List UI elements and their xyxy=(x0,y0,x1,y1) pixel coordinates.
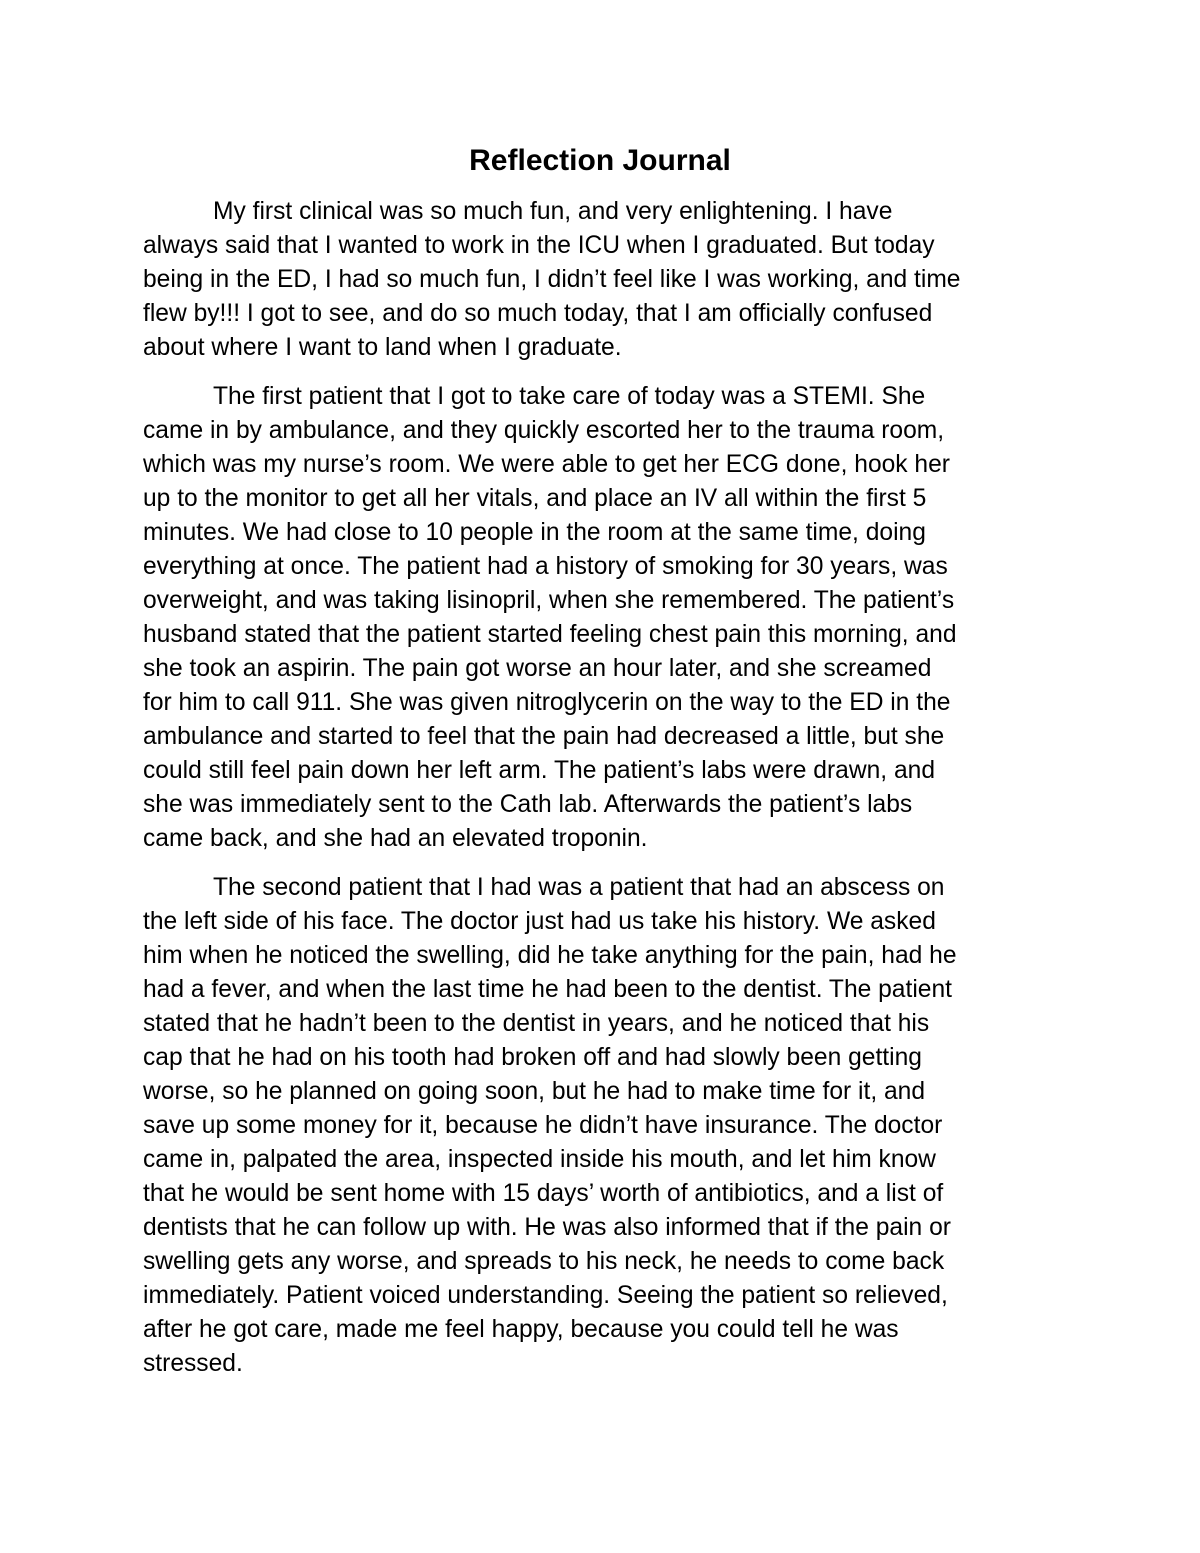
paragraph xyxy=(143,380,1063,856)
document-body xyxy=(143,195,1063,1396)
text-line: that he would be sent home with 15 days’ worth of antibiotics, and a list of xyxy=(143,1180,944,1207)
text-line: being in the ED, I had so much fun, I didn’t feel like I was working, and time xyxy=(143,266,961,293)
text-line: up to the monitor to get all her vitals, and place an IV all within the first 5 xyxy=(143,485,927,512)
text-line: save up some money for it, because he didn’t have insurance. The doctor xyxy=(143,1112,943,1139)
page-title: Reflection Journal xyxy=(469,144,731,177)
text-line: ambulance and started to feel that the pain had decreased a little, but she xyxy=(143,723,945,750)
text-line: everything at once. The patient had a history of smoking for 30 years, was xyxy=(143,553,948,580)
text-line: came in, palpated the area, inspected inside his mouth, and let him know xyxy=(143,1146,936,1173)
text-line: came in by ambulance, and they quickly escorted her to the trauma room, xyxy=(143,417,945,444)
text-line: always said that I wanted to work in the ICU when I graduated. But today xyxy=(143,232,935,259)
text-line: husband stated that the patient started feeling chest pain this morning, and xyxy=(143,621,957,648)
text-line: overweight, and was taking lisinopril, when she remembered. The patient’s xyxy=(143,587,955,614)
text-line: swelling gets any worse, and spreads to his neck, he needs to come back xyxy=(143,1248,945,1275)
text-line: worse, so he planned on going soon, but he had to make time for it, and xyxy=(143,1078,926,1105)
text-line: him when he noticed the swelling, did he take anything for the pain, had he xyxy=(143,942,957,969)
text-line: she took an aspirin. The pain got worse an hour later, and she screamed xyxy=(143,655,932,682)
paragraph xyxy=(143,871,1063,1381)
text-line: stressed. xyxy=(143,1350,243,1377)
text-line: minutes. We had close to 10 people in the room at the same time, doing xyxy=(143,519,926,546)
text-line: The first patient that I got to take care of today was a STEMI. She xyxy=(213,383,926,410)
text-line: came back, and she had an elevated troponin. xyxy=(143,825,648,852)
text-line: flew by!!! I got to see, and do so much today, that I am officially confused xyxy=(143,300,933,327)
text-line: which was my nurse’s room. We were able to get her ECG done, hook her xyxy=(143,451,950,478)
text-line: immediately. Patient voiced understanding. Seeing the patient so relieved, xyxy=(143,1282,948,1309)
text-line: she was immediately sent to the Cath lab. Afterwards the patient’s labs xyxy=(143,791,913,818)
text-line: cap that he had on his tooth had broken off and had slowly been getting xyxy=(143,1044,922,1071)
text-line: after he got care, made me feel happy, because you could tell he was xyxy=(143,1316,899,1343)
paragraph xyxy=(143,195,1063,365)
text-line: the left side of his face. The doctor just had us take his history. We asked xyxy=(143,908,936,935)
text-line: dentists that he can follow up with. He was also informed that if the pain or xyxy=(143,1214,951,1241)
text-line: stated that he hadn’t been to the dentist in years, and he noticed that his xyxy=(143,1010,930,1037)
text-line: My first clinical was so much fun, and very enlightening. I have xyxy=(213,198,893,225)
text-line: about where I want to land when I graduate. xyxy=(143,334,622,361)
text-line: had a fever, and when the last time he had been to the dentist. The patient xyxy=(143,976,952,1003)
text-line: The second patient that I had was a patient that had an abscess on xyxy=(213,874,945,901)
text-line: could still feel pain down her left arm. The patient’s labs were drawn, and xyxy=(143,757,935,784)
text-line: for him to call 911. She was given nitroglycerin on the way to the ED in the xyxy=(143,689,951,716)
